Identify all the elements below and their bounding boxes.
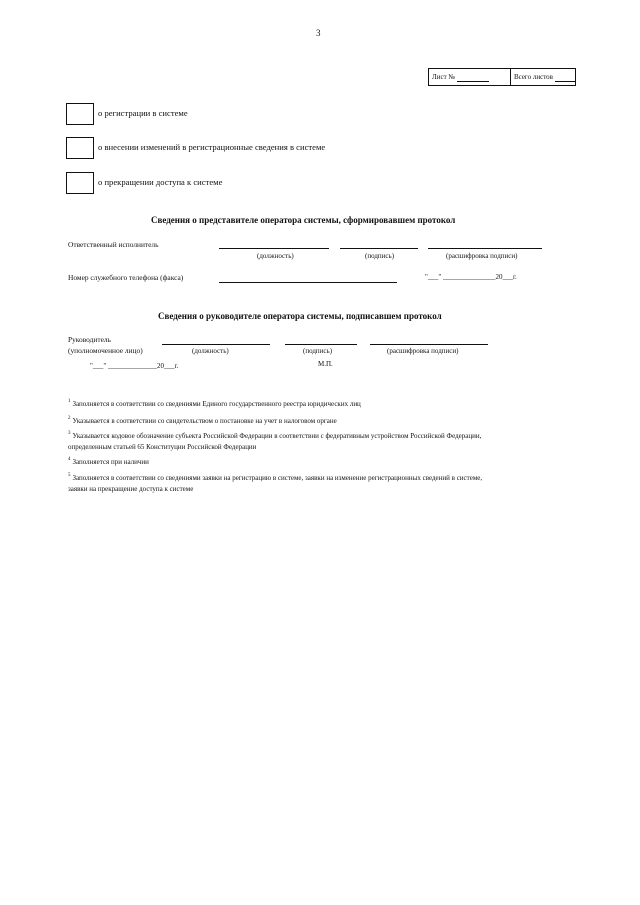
registration-checkbox-label: о регистрации в системе <box>98 108 188 118</box>
footnote-5-text: Заполняется в соответствии со сведениями заявки на регистрацию в системе, заявки на изменение регистрационных сведений в системе, <box>72 474 483 482</box>
head-heading: Сведения о руководителе оператора системы, подписавшем протокол <box>158 311 442 321</box>
footnote-3 <box>68 432 481 440</box>
footnote-1-text: Заполняется в соответствии со сведениями Единого государственного реестра юридических лиц <box>72 400 361 408</box>
footnote-4-text: Заполняется при наличии <box>72 458 149 466</box>
head-position-caption: (должность) <box>192 347 229 355</box>
head-position-line[interactable] <box>162 344 270 345</box>
head-signature-caption: (подпись) <box>303 347 333 355</box>
executor-decoding-caption: (расшифровка подписи) <box>446 252 518 260</box>
footnote-2-text: Указывается в соответствии со свидетельством о постановке на учет в налоговом органе <box>72 417 337 425</box>
total-sheets-field[interactable] <box>555 73 575 82</box>
executor-decoding-line[interactable] <box>428 248 542 249</box>
sheet-number-label: Лист № <box>432 73 456 81</box>
phone-line[interactable] <box>219 282 397 283</box>
head-label-line2: (уполномоченное лицо) <box>68 346 143 355</box>
footnote-5-number: 5 <box>68 473 71 478</box>
head-signature-line[interactable] <box>285 344 357 345</box>
representative-heading: Сведения о представителе оператора системы, сформировавшем протокол <box>151 215 456 225</box>
footnote-1 <box>68 400 361 408</box>
changes-checkbox[interactable] <box>66 137 94 159</box>
phone-label: Номер служебного телефона (факса) <box>68 273 184 282</box>
total-sheets-label: Всего листов <box>513 73 553 81</box>
footnote-5-continued: заявки на прекращение доступа к системе <box>68 485 194 493</box>
footnote-3-continued: определенным статьей 65 Конституции Российской Федерации <box>68 443 257 451</box>
head-label-line1: Руководитель <box>68 335 111 344</box>
footnote-3-number: 3 <box>68 431 71 436</box>
sheet-number-field[interactable] <box>457 73 489 82</box>
footnote-3-text: Указывается кодовое обозначение субъекта Российской Федерации в соответствии с федеративным устройством Российской Федерации, <box>72 432 482 440</box>
executor-label: Ответственный исполнитель <box>68 240 159 249</box>
executor-signature-line[interactable] <box>340 248 418 249</box>
footnote-4 <box>68 458 149 466</box>
total-sheets-cell <box>511 69 575 85</box>
termination-checkbox[interactable] <box>66 172 94 194</box>
footnote-5 <box>68 474 482 482</box>
head-decoding-line[interactable] <box>370 344 488 345</box>
footnote-2-number: 2 <box>68 416 71 421</box>
sheet-info-box <box>428 68 576 86</box>
representative-date[interactable]: "___" _______________20___г. <box>425 273 517 281</box>
footnote-4-number: 4 <box>68 457 71 462</box>
registration-checkbox[interactable] <box>66 103 94 125</box>
termination-checkbox-label: о прекращении доступа к системе <box>98 177 223 187</box>
executor-position-caption: (должность) <box>257 252 294 260</box>
footnote-1-number: 1 <box>68 399 71 404</box>
executor-signature-caption: (подпись) <box>365 252 395 260</box>
changes-checkbox-label: о внесении изменений в регистрационные сведения в системе <box>98 142 326 152</box>
footnote-2 <box>68 417 337 425</box>
head-date[interactable]: "___" ______________20___г. <box>90 362 179 370</box>
page-number: 3 <box>316 28 321 38</box>
executor-position-line[interactable] <box>219 248 329 249</box>
head-decoding-caption: (расшифровка подписи) <box>387 347 459 355</box>
sheet-number-cell <box>429 69 511 85</box>
stamp-placeholder: М.П. <box>318 360 333 368</box>
